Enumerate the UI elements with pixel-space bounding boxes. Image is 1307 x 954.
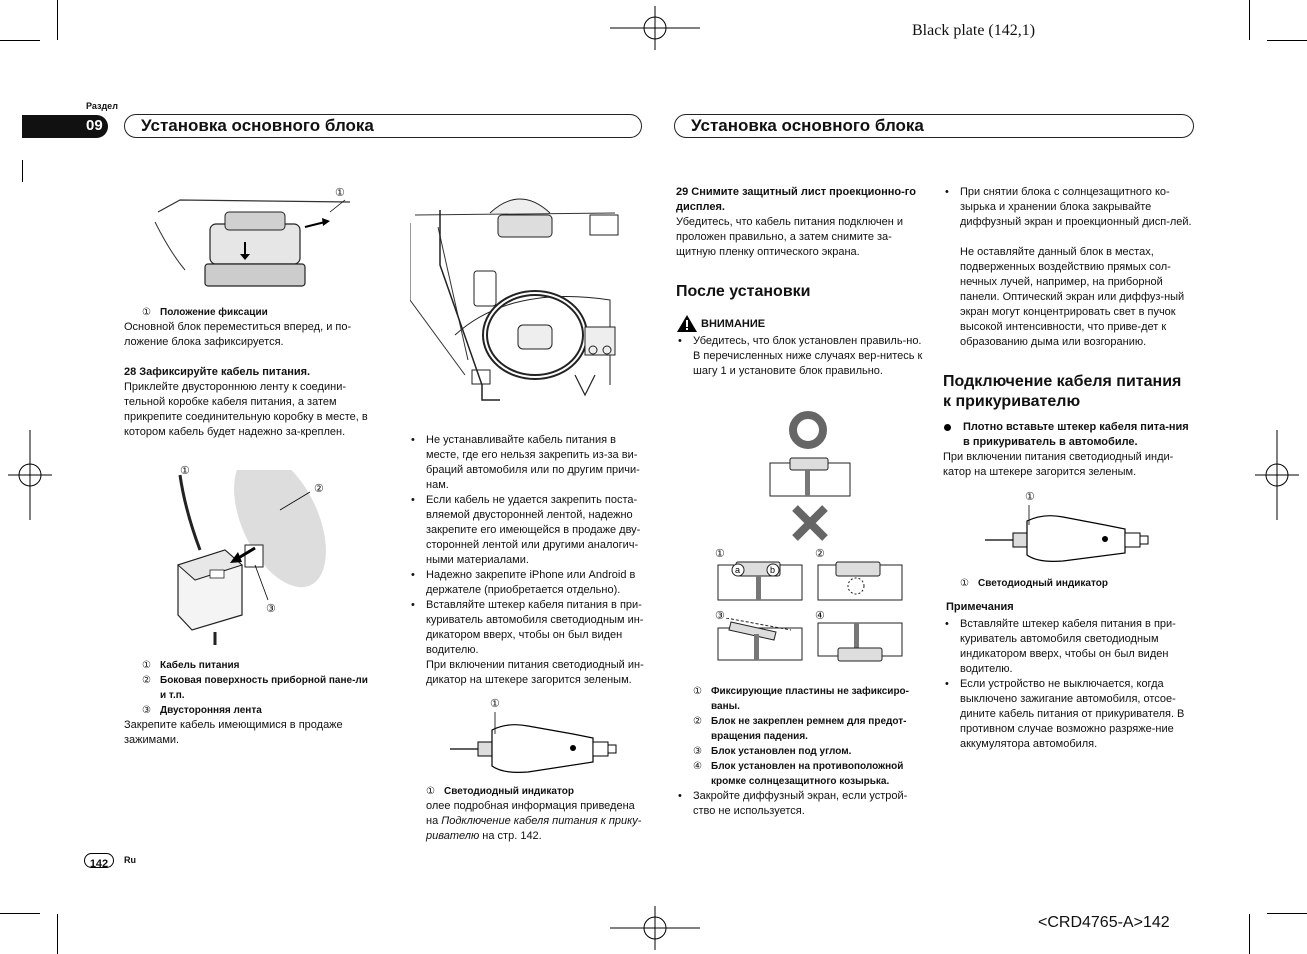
col4-bullet1-extra: Не оставляйте данный блок в местах, подверженных воздействию прямых сол-нечных лучей, например, на приборной панели. Оптический экран или диффуз-ный экран могут концентрировать свет в пучок высокой интенсивности, что приве-дет к образованию дыма или возгоранию. bbox=[960, 246, 1185, 348]
col1-para2: Закрепите кабель имеющимися в продаже зажимами. bbox=[124, 719, 343, 746]
caution-list bbox=[676, 334, 926, 379]
fig2-callout-3: ③ bbox=[266, 603, 276, 615]
visor-callout-4: ④ bbox=[815, 610, 825, 622]
section-number-badge bbox=[22, 115, 108, 138]
step28-title: 28 Зафиксируйте кабель питания. bbox=[124, 366, 311, 378]
figure-visor-wrong-1 bbox=[716, 560, 806, 602]
col4-fig-caption: ① Светодиодный индикатор bbox=[960, 578, 1108, 589]
col2-bullet: • Вставляйте штекер кабеля питания в при-куриватель автомобиля светодиодным ин-дикатором вверх, чтобы он был виден водителю. bbox=[409, 598, 644, 658]
col4-step bbox=[943, 420, 1193, 450]
col3-caption: ② Блок не закреплен ремнем для предот-вращения падения. bbox=[693, 716, 907, 742]
col2-fig-caption: ① Светодиодный индикатор bbox=[426, 786, 574, 797]
figure-car-cockpit bbox=[410, 185, 620, 410]
figure-visor-wrong-2 bbox=[816, 560, 906, 602]
col2-bullet4-extra: При включении питания светодиодный ин-дикатор на штекере загорится зеленым. bbox=[426, 659, 644, 686]
fig1-caption bbox=[142, 305, 372, 320]
col2-bullets bbox=[409, 433, 644, 658]
step29-text: Убедитесь, что кабель питания подключен и проложен правильно, а затем снимите за-щитную пленку оптического экрана. bbox=[676, 216, 903, 258]
visor-callout-3: ③ bbox=[715, 610, 725, 622]
caution-heading bbox=[676, 314, 765, 333]
fig2-callout-1: ① bbox=[180, 465, 190, 477]
fig1-caption-num: ① bbox=[142, 307, 151, 318]
notes-list bbox=[943, 617, 1193, 752]
warning-icon bbox=[676, 314, 698, 333]
fig2-caption: ② Боковая поверхность приборной пане-ли и т.п. bbox=[142, 675, 368, 701]
note-item: • Если устройство не выключается, когда выключено зажигание автомобиля, отсое-дините кабель питания от прикуривателя. В противном случае возможно разряже-ние аккумулятора автомобиля. bbox=[943, 677, 1193, 752]
col1-para1: Основной блок переместиться вперед, и по-ложение блока зафиксируется. bbox=[124, 321, 352, 348]
col4-list bbox=[943, 185, 1193, 230]
figure-unit-fixing bbox=[150, 182, 365, 297]
fig2-captions bbox=[142, 658, 374, 718]
right-section-title: Установка основного блока bbox=[674, 114, 1194, 138]
col2-bullet: • Если кабель не удается закрепить поста-вляемой двусторонней лентой, надежно закрепите его имеющейся в продаже дву-сторонней лентой или другими аналогич-ными материалами. bbox=[409, 493, 644, 568]
col3-caption: ① Фиксирующие пластины не зафиксиро-ваны. bbox=[693, 686, 909, 712]
col3-caption: ④ Блок установлен на противоположной кромке солнцезащитного козырька. bbox=[693, 761, 904, 787]
cigarette-section-title: Подключение кабеля питания к прикуривателю bbox=[943, 373, 1182, 410]
fig2-callout-2: ② bbox=[314, 483, 324, 495]
notes-title: Примечания bbox=[946, 601, 1014, 613]
fig-letter-a: a bbox=[735, 565, 741, 575]
step29-title: 29 Снимите защитный лист проекционно-го дисплея. bbox=[676, 186, 916, 213]
visor-callout-1: ① bbox=[715, 548, 725, 560]
page-number-badge bbox=[84, 853, 114, 868]
registration-mark-bottom bbox=[610, 906, 700, 950]
col3-end-list bbox=[676, 789, 926, 819]
figure-visor-wrong-4 bbox=[816, 618, 906, 663]
fig-letter-b: b bbox=[770, 565, 776, 575]
figure-cigarette-plug-2 bbox=[985, 503, 1155, 568]
registration-mark-top bbox=[610, 6, 700, 50]
note-item: • Вставляйте штекер кабеля питания в при-куриватель автомобиля светодиодным индикатором вверх, чтобы он был виден водителю. bbox=[943, 617, 1193, 677]
section-number: 09 bbox=[86, 117, 103, 134]
fig1-callout: ① bbox=[335, 187, 345, 199]
left-section-title: Установка основного блока bbox=[124, 114, 642, 138]
figure-visor-wrong-3 bbox=[716, 618, 806, 663]
col4-fig-callout: ① bbox=[1025, 491, 1035, 503]
col4-step-text: При включении питания светодиодный инди-катор на штекере загорится зеленым. bbox=[943, 451, 1174, 478]
col3-caption: ③ Блок установлен под углом. bbox=[693, 746, 852, 757]
caution-bullet: • Убедитесь, что блок установлен правиль-но. В перечисленных ниже случаях вер-нитесь к шагу 1 и установите блок правильно. bbox=[676, 334, 926, 379]
fig2-caption: ③ Двусторонняя лента bbox=[142, 705, 262, 716]
after-install-title: После установки bbox=[676, 283, 811, 300]
col2-more-info: олее подробная информация приведена на Подключение кабеля питания к прику-ривателю на стр. 142. bbox=[426, 800, 642, 842]
registration-mark-right bbox=[1255, 430, 1299, 520]
caution-label: ВНИМАНИЕ bbox=[701, 317, 766, 330]
page-number: 142 bbox=[89, 858, 109, 870]
col2-fig-callout: ① bbox=[490, 698, 500, 710]
figure-visor-correct bbox=[765, 408, 855, 498]
cross-icon bbox=[790, 503, 830, 543]
col4-bullet: • При снятии блока с солнцезащитного ко-зырька и хранении блока закрывайте диффузный экран и проекционный дисп-лей. bbox=[943, 185, 1193, 230]
step-dot-icon bbox=[944, 424, 951, 431]
figure-cigarette-plug bbox=[448, 712, 623, 780]
registration-mark-left bbox=[8, 430, 52, 520]
fig2-caption: ① Кабель питания bbox=[142, 660, 240, 671]
plate-label: Black plate (142,1) bbox=[912, 22, 1036, 39]
section-word: Раздел bbox=[86, 101, 118, 111]
col3-end-bullet: • Закройте диффузный экран, если устрой-ство не используется. bbox=[676, 789, 926, 819]
step28-text: Приклейте двустороннюю ленту к соедини-тельной коробке кабеля питания, а затем прикрепите соединительную коробку в месте, в котором кабель будет надежно за-креплен. bbox=[124, 381, 368, 438]
cross-ref-link[interactable]: Подключение кабеля питания к прику-ривателю bbox=[426, 815, 642, 842]
col3-captions bbox=[693, 684, 928, 789]
col2-bullet: • Не устанавливайте кабель питания в месте, где его нельзя закрепить из-за ви-браций автомобиля или по другим причи-нам. bbox=[409, 433, 644, 493]
fig1-caption-text: Положение фиксации bbox=[160, 307, 268, 318]
col2-bullet: • Надежно закрепите iPhone или Android в держателе (приобретается отдельно). bbox=[409, 568, 644, 598]
col4-step-title: Плотно вставьте штекер кабеля пита-ния в прикуриватель в автомобиле. bbox=[963, 421, 1189, 448]
language-code: Ru bbox=[124, 855, 136, 865]
visor-callout-2: ② bbox=[815, 548, 825, 560]
document-code: <CRD4765-A>142 bbox=[1038, 914, 1170, 931]
